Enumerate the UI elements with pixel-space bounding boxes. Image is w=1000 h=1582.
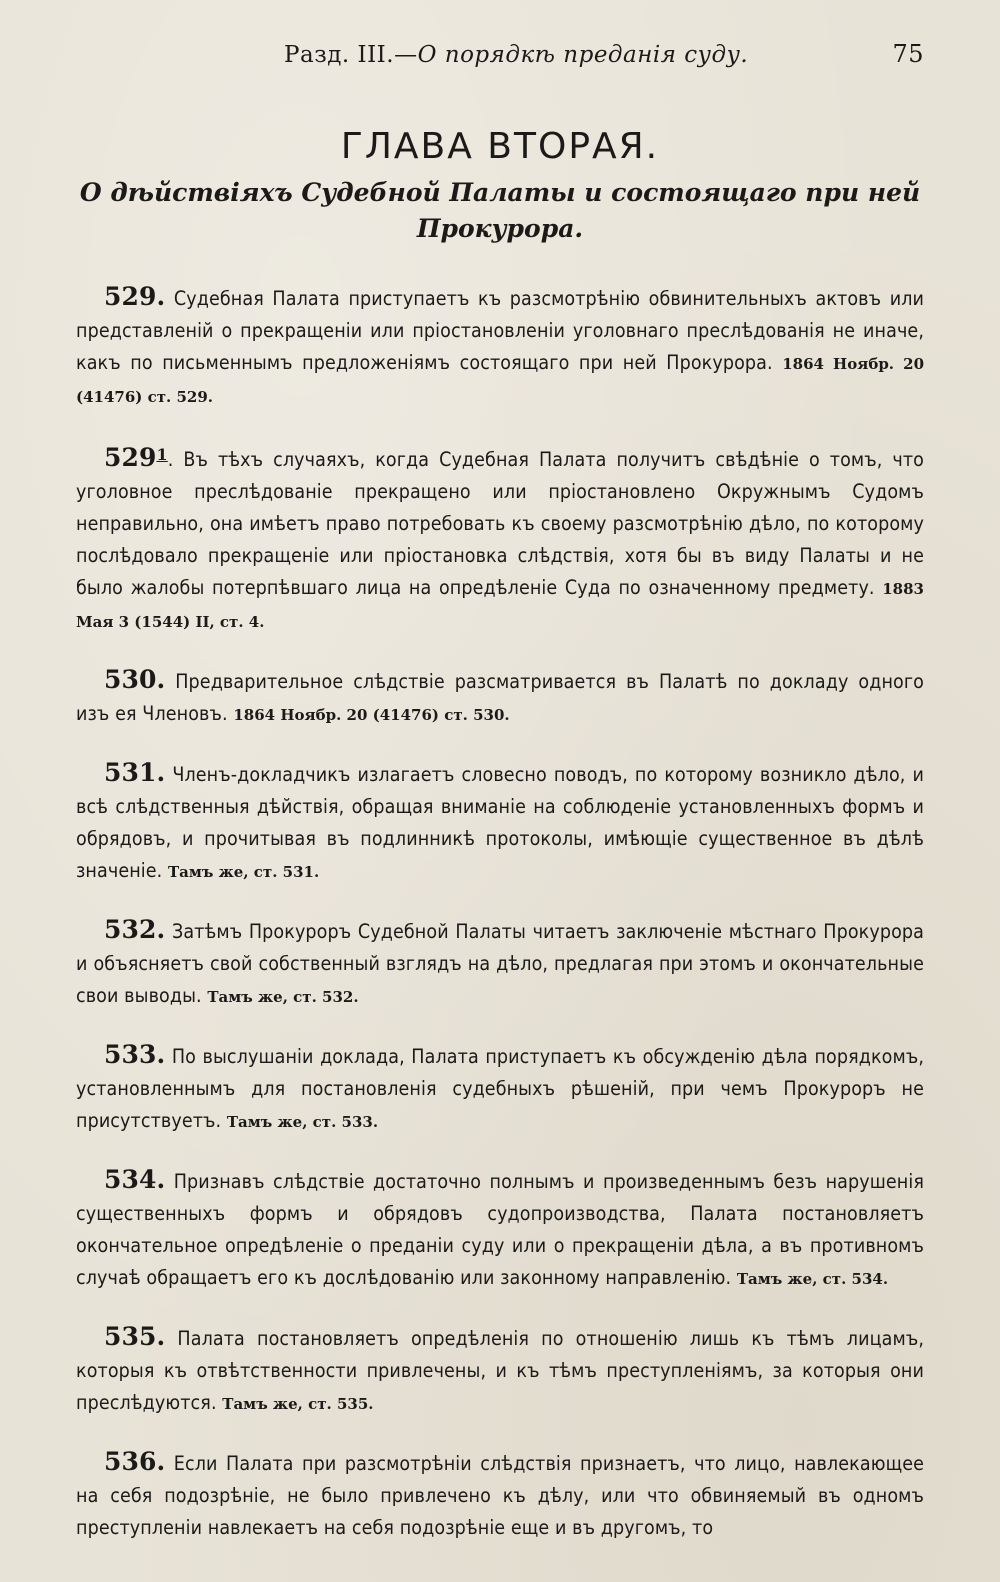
article-number: 533.: [104, 1040, 166, 1069]
running-head-section: Разд. III.—: [284, 42, 418, 68]
article-536: [76, 1446, 924, 1544]
article-text: Судебная Палата приступаетъ къ разсмотрѣнію обвинительныхъ актовъ или представленій о прекращеніи или пріостановленіи уголовнаго преслѣдованія не иначе, какъ по письменнымъ предложеніямъ состоящаго при ней Прокурора.: [76, 287, 925, 374]
running-head: [76, 30, 924, 74]
article-reference: Тамъ же, ст. 532.: [207, 988, 359, 1006]
article-reference: Тамъ же, ст. 531.: [168, 863, 320, 881]
article-number: 534.: [104, 1165, 166, 1194]
article-text: По выслушаніи доклада, Палата приступаетъ къ обсужденію дѣла порядкомъ, установленнымъ для постановленія судебныхъ рѣшеній, при чемъ Прокуроръ не присутствуетъ.: [76, 1045, 925, 1132]
article-number: $529^1$: [104, 443, 168, 472]
article-text: Палата постановляетъ опредѣленія по отношенію лишь къ тѣмъ лицамъ, которыя къ отвѣтственности привлечены, и къ тѣмъ преступленіямъ, за которыя они преслѣдуются.: [76, 1327, 925, 1414]
article-reference: Тамъ же, ст. 535.: [222, 1395, 374, 1413]
article-number: 535.: [104, 1322, 166, 1351]
article-text: . Въ тѣхъ случаяхъ, когда Судебная Палата получитъ свѣдѣніе о томъ, что уголовное преслѣдованіе прекращено или пріостановлено Окружнымъ Судомъ неправильно, она имѣетъ право потребовать къ своему разсмотрѣнію дѣло, по которому послѣдовало прекращеніе или пріостановка слѣдствія, хотя бы въ виду Палаты и не было жалобы потерпѣвшаго лица на опредѣленіе Суда по означенному предмету.: [76, 448, 924, 599]
article-number: 530.: [104, 665, 166, 694]
chapter-title: ГЛАВА ВТОРАЯ.: [340, 126, 660, 167]
article-text: Если Палата при разсмотрѣніи слѣдствія признаетъ, что лицо, навлекающее на себя подозрѣніе, не было привлечено къ дѣлу, или что обвиняемый въ одномъ преступленіи навлекаетъ на себя подозрѣніе еще и въ другомъ, то: [76, 1452, 924, 1539]
article-number: 531.: [104, 758, 166, 787]
article-number: 529.: [104, 282, 166, 311]
article-533: [76, 1039, 924, 1138]
chapter-subtitle: О дѣйствіяхъ Судебной Палаты и состоящаго при ней Прокурора.: [79, 178, 921, 243]
running-head-subject: О порядкѣ преданія суду.: [417, 42, 749, 68]
article-reference: Тамъ же, ст. 533.: [226, 1113, 379, 1131]
article-number: 536.: [104, 1447, 166, 1476]
article-530: [76, 664, 924, 731]
article-531: [76, 757, 924, 888]
article-529-1: [76, 439, 924, 638]
article-529: [76, 281, 924, 413]
article-text: Членъ-докладчикъ излагаетъ словесно поводъ, по которому возникло дѣло, и всѣ слѣдственныя дѣйствія, обращая вниманіе на соблюденіе установленныхъ формъ и обрядовъ, и прочитывая въ подлинникѣ протоколы, имѣющіе существенное въ дѣлѣ значеніе.: [76, 763, 924, 882]
article-text: Затѣмъ Прокуроръ Судебной Палаты читаетъ заключеніе мѣстнаго Прокурора и объясняетъ свой собственный взглядъ на дѣло, предлагая при этомъ и окончательные свои выводы.: [76, 920, 925, 1007]
article-text: Предварительное слѣдствіе разсматривается въ Палатѣ по докладу одного изъ ея Членовъ.: [76, 670, 925, 725]
article-reference: 1883 Мая 3 (1544) II, ст. 4.: [76, 580, 924, 631]
article-number-superscript: 1: [156, 445, 168, 464]
article-text: Признавъ слѣдствіе достаточно полнымъ и произведеннымъ безъ нарушенія существенныхъ формъ и обрядовъ судопроизводства, Палата постановляетъ окончательное опредѣленіе о преданіи суду или о прекращеніи дѣла, а въ противномъ случаѣ обращаетъ его къ дослѣдованію или законному направленію.: [76, 1170, 925, 1289]
article-534: [76, 1164, 924, 1295]
page-number: 75: [892, 40, 924, 68]
running-head-title: [284, 42, 748, 68]
article-reference: 1864 Ноябр. 20 (41476) ст. 530.: [233, 706, 510, 724]
article-535: [76, 1321, 924, 1420]
article-number: 532.: [104, 915, 166, 944]
article-reference: Тамъ же, ст. 534.: [736, 1270, 889, 1288]
article-reference: 1864 Ноябр. 20 (41476) ст. 529.: [76, 355, 924, 406]
articles: [76, 281, 924, 1544]
article-532: [76, 914, 924, 1013]
